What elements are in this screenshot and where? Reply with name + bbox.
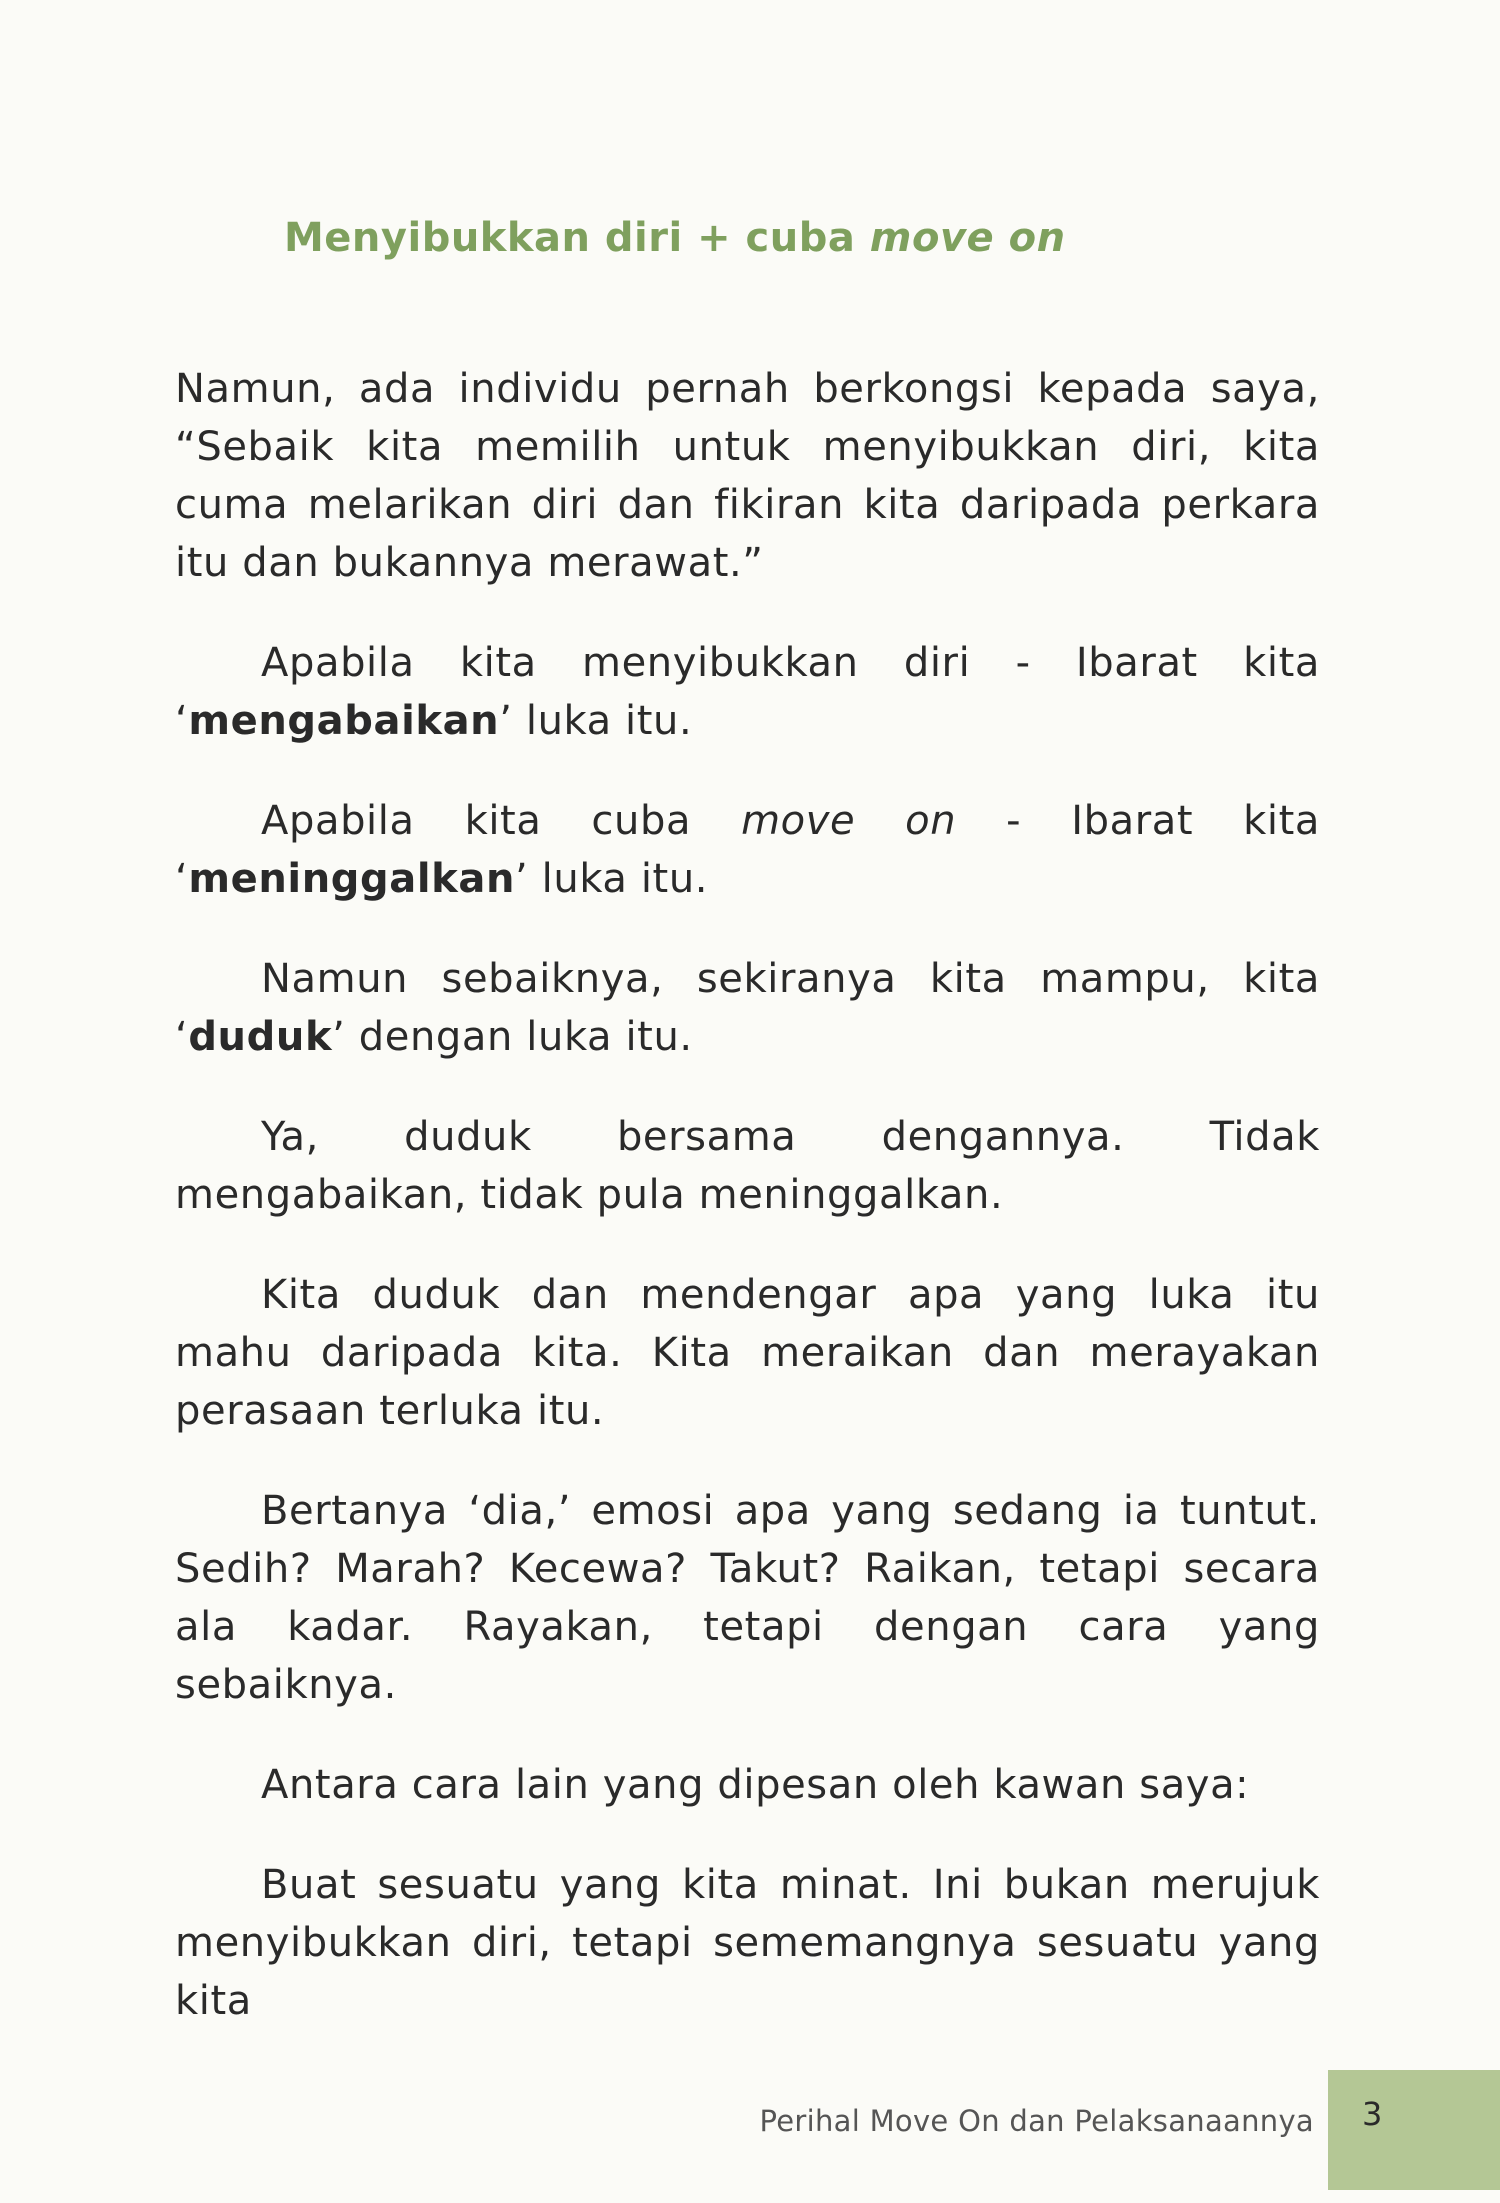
page-number: 3 <box>1362 2095 1383 2133</box>
emphasis-mengabaikan: mengabaikan <box>188 698 500 744</box>
heading-text: Menyibukkan diri + cuba <box>284 215 870 261</box>
paragraph-6: Kita duduk dan mendengar apa yang luka itu mahu daripada kita. Kita meraikan dan merayakan perasaan terluka itu. <box>175 1272 1320 1434</box>
paragraph-2 <box>175 634 1320 750</box>
paragraph-8: Antara cara lain yang dipesan oleh kawan saya: <box>261 1762 1250 1808</box>
paragraph-4-text-end: ’ dengan luka itu. <box>332 1014 693 1060</box>
paragraph-2-text-end: ’ luka itu. <box>499 698 693 744</box>
paragraph-7: Bertanya ‘dia,’ emosi apa yang sedang ia tuntut. Sedih? Marah? Kecewa? Takut? Raikan, tetapi secara ala kadar. Rayakan, tetapi dengan cara yang sebaiknya. <box>175 1488 1320 1708</box>
paragraph-1: Namun, ada individu pernah berkongsi kepada saya, “Sebaik kita memilih untuk menyibukkan diri, kita cuma melarikan diri dan fikiran kita daripada perkara itu dan bukannya merawat.” <box>175 366 1320 586</box>
page-number-tab <box>1328 2070 1500 2190</box>
emphasis-duduk: duduk <box>188 1014 333 1060</box>
paragraph-4-text: Namun sebaiknya, sekiranya kita mampu, kita ‘ <box>175 956 1320 1060</box>
paragraph-3-text: Apabila kita cuba <box>261 798 742 844</box>
paragraph-3-text-end: ’ luka itu. <box>515 856 709 902</box>
paragraph-9: Buat sesuatu yang kita minat. Ini bukan merujuk menyibukkan diri, tetapi sememangnya sesuatu yang kita <box>175 1862 1320 2024</box>
paragraph-3 <box>175 792 1320 908</box>
body-text <box>175 360 1320 2072</box>
section-heading <box>284 215 1066 261</box>
paragraph-5: Ya, duduk bersama dengannya. Tidak mengabaikan, tidak pula meninggalkan. <box>175 1114 1320 1218</box>
emphasis-meninggalkan: meninggalkan <box>188 856 516 902</box>
paragraph-4 <box>175 950 1320 1066</box>
paragraph-2-text: Apabila kita menyibukkan diri - Ibarat kita ‘ <box>175 640 1320 744</box>
italic-move-on: move on <box>741 798 957 844</box>
heading-italic-text: move on <box>869 215 1066 261</box>
running-footer-title: Perihal Move On dan Pelaksanaannya <box>759 2104 1314 2138</box>
paragraph-3-text-mid: - Ibarat kita ‘ <box>175 798 1320 902</box>
